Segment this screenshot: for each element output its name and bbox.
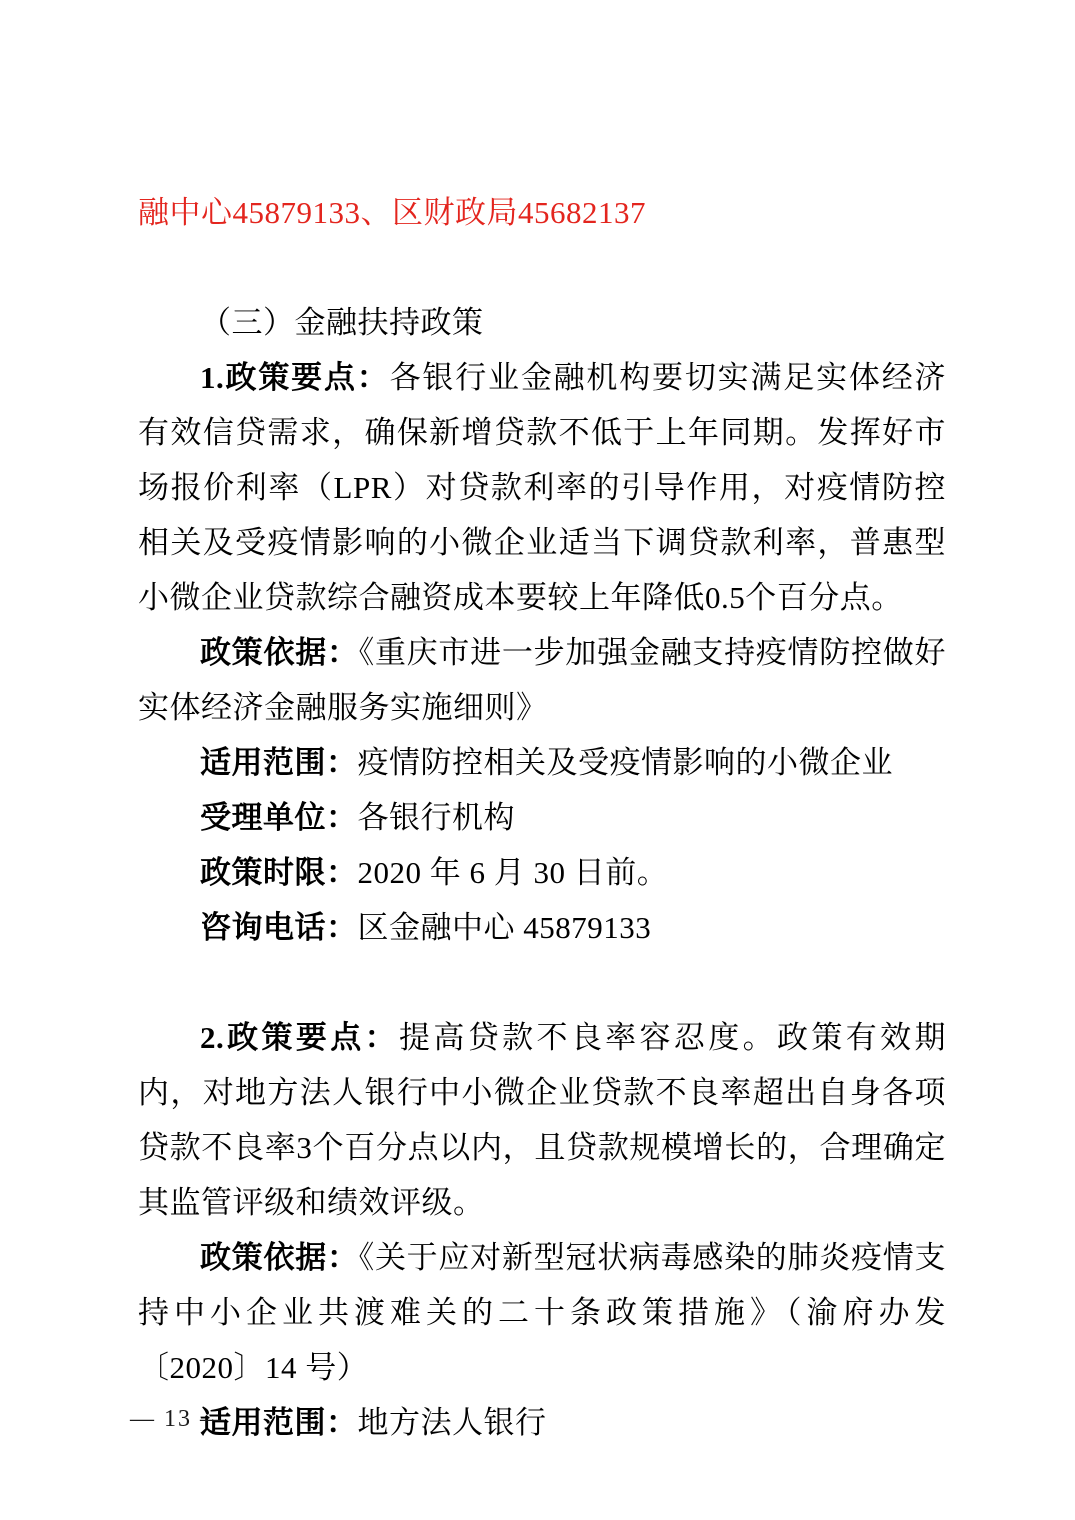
policy-1-acceptor (138, 790, 946, 845)
policy-2-point-text: 提高贷款不良率容忍度。政策有效期内，对地方法人银行中小微企业贷款不良率超出自身各项贷款不良率3个百分点以内，且贷款规模增长的，合理确定其监管评级和绩效评级。 (138, 1020, 947, 1220)
policy-2-point-paragraph (138, 1010, 946, 1230)
policy-1-acceptor-label: 受理单位： (200, 800, 358, 835)
policy-1-deadline-text: 2020 年 6 月 30 日前。 (357, 855, 669, 890)
policy-1-basis-label: 政策依据： (200, 635, 359, 670)
policy-2-scope-text: 地方法人银行 (357, 1405, 547, 1440)
policy-2-scope-label: 适用范围： (200, 1405, 358, 1440)
policy-1-phone-label: 咨询电话： (200, 910, 358, 945)
section-heading: （三）金融扶持政策 (200, 305, 484, 340)
policy-1-phone (138, 900, 946, 955)
policy-1-point-paragraph (138, 350, 946, 625)
page-number: — 13 — (130, 1406, 226, 1432)
policy-1-point-text: 各银行业金融机构要切实满足实体经济有效信贷需求，确保新增贷款不低于上年同期。发挥好市场报价利率（LPR）对贷款利率的引导作用，对疫情防控相关及受疫情影响的小微企业适当下调贷款利率，普惠型小微企业贷款综合融资成本要较上年降低0.5个百分点。 (138, 360, 947, 615)
policy-1-deadline-label: 政策时限： (200, 855, 358, 890)
policy-2-basis-label: 政策依据： (200, 1240, 359, 1275)
policy-1-basis (138, 625, 946, 735)
continuation-line: 融中心45879133、区财政局45682137 (138, 195, 646, 230)
policy-1-basis-text: 《重庆市进一步加强金融支持疫情防控做好实体经济金融服务实施细则》 (138, 635, 947, 725)
policy-2-basis-text: 《关于应对新型冠状病毒感染的肺炎疫情支持中小企业共渡难关的二十条政策措施》（渝府办发〔2020〕14 号） (138, 1240, 947, 1385)
policy-2-scope (138, 1395, 946, 1450)
policy-1-scope-text: 疫情防控相关及受疫情影响的小微企业 (357, 745, 893, 780)
policy-1-point-label: 1.政策要点： (200, 360, 390, 395)
policy-1-acceptor-text: 各银行机构 (357, 800, 515, 835)
policy-1-scope-label: 适用范围： (200, 745, 358, 780)
policy-2-basis (138, 1230, 946, 1395)
policy-2-point-label: 2.政策要点： (200, 1020, 399, 1055)
page-content (138, 185, 946, 1450)
policy-1-scope (138, 735, 946, 790)
policy-1-deadline (138, 845, 946, 900)
policy-1-phone-text: 区金融中心 45879133 (357, 910, 652, 945)
